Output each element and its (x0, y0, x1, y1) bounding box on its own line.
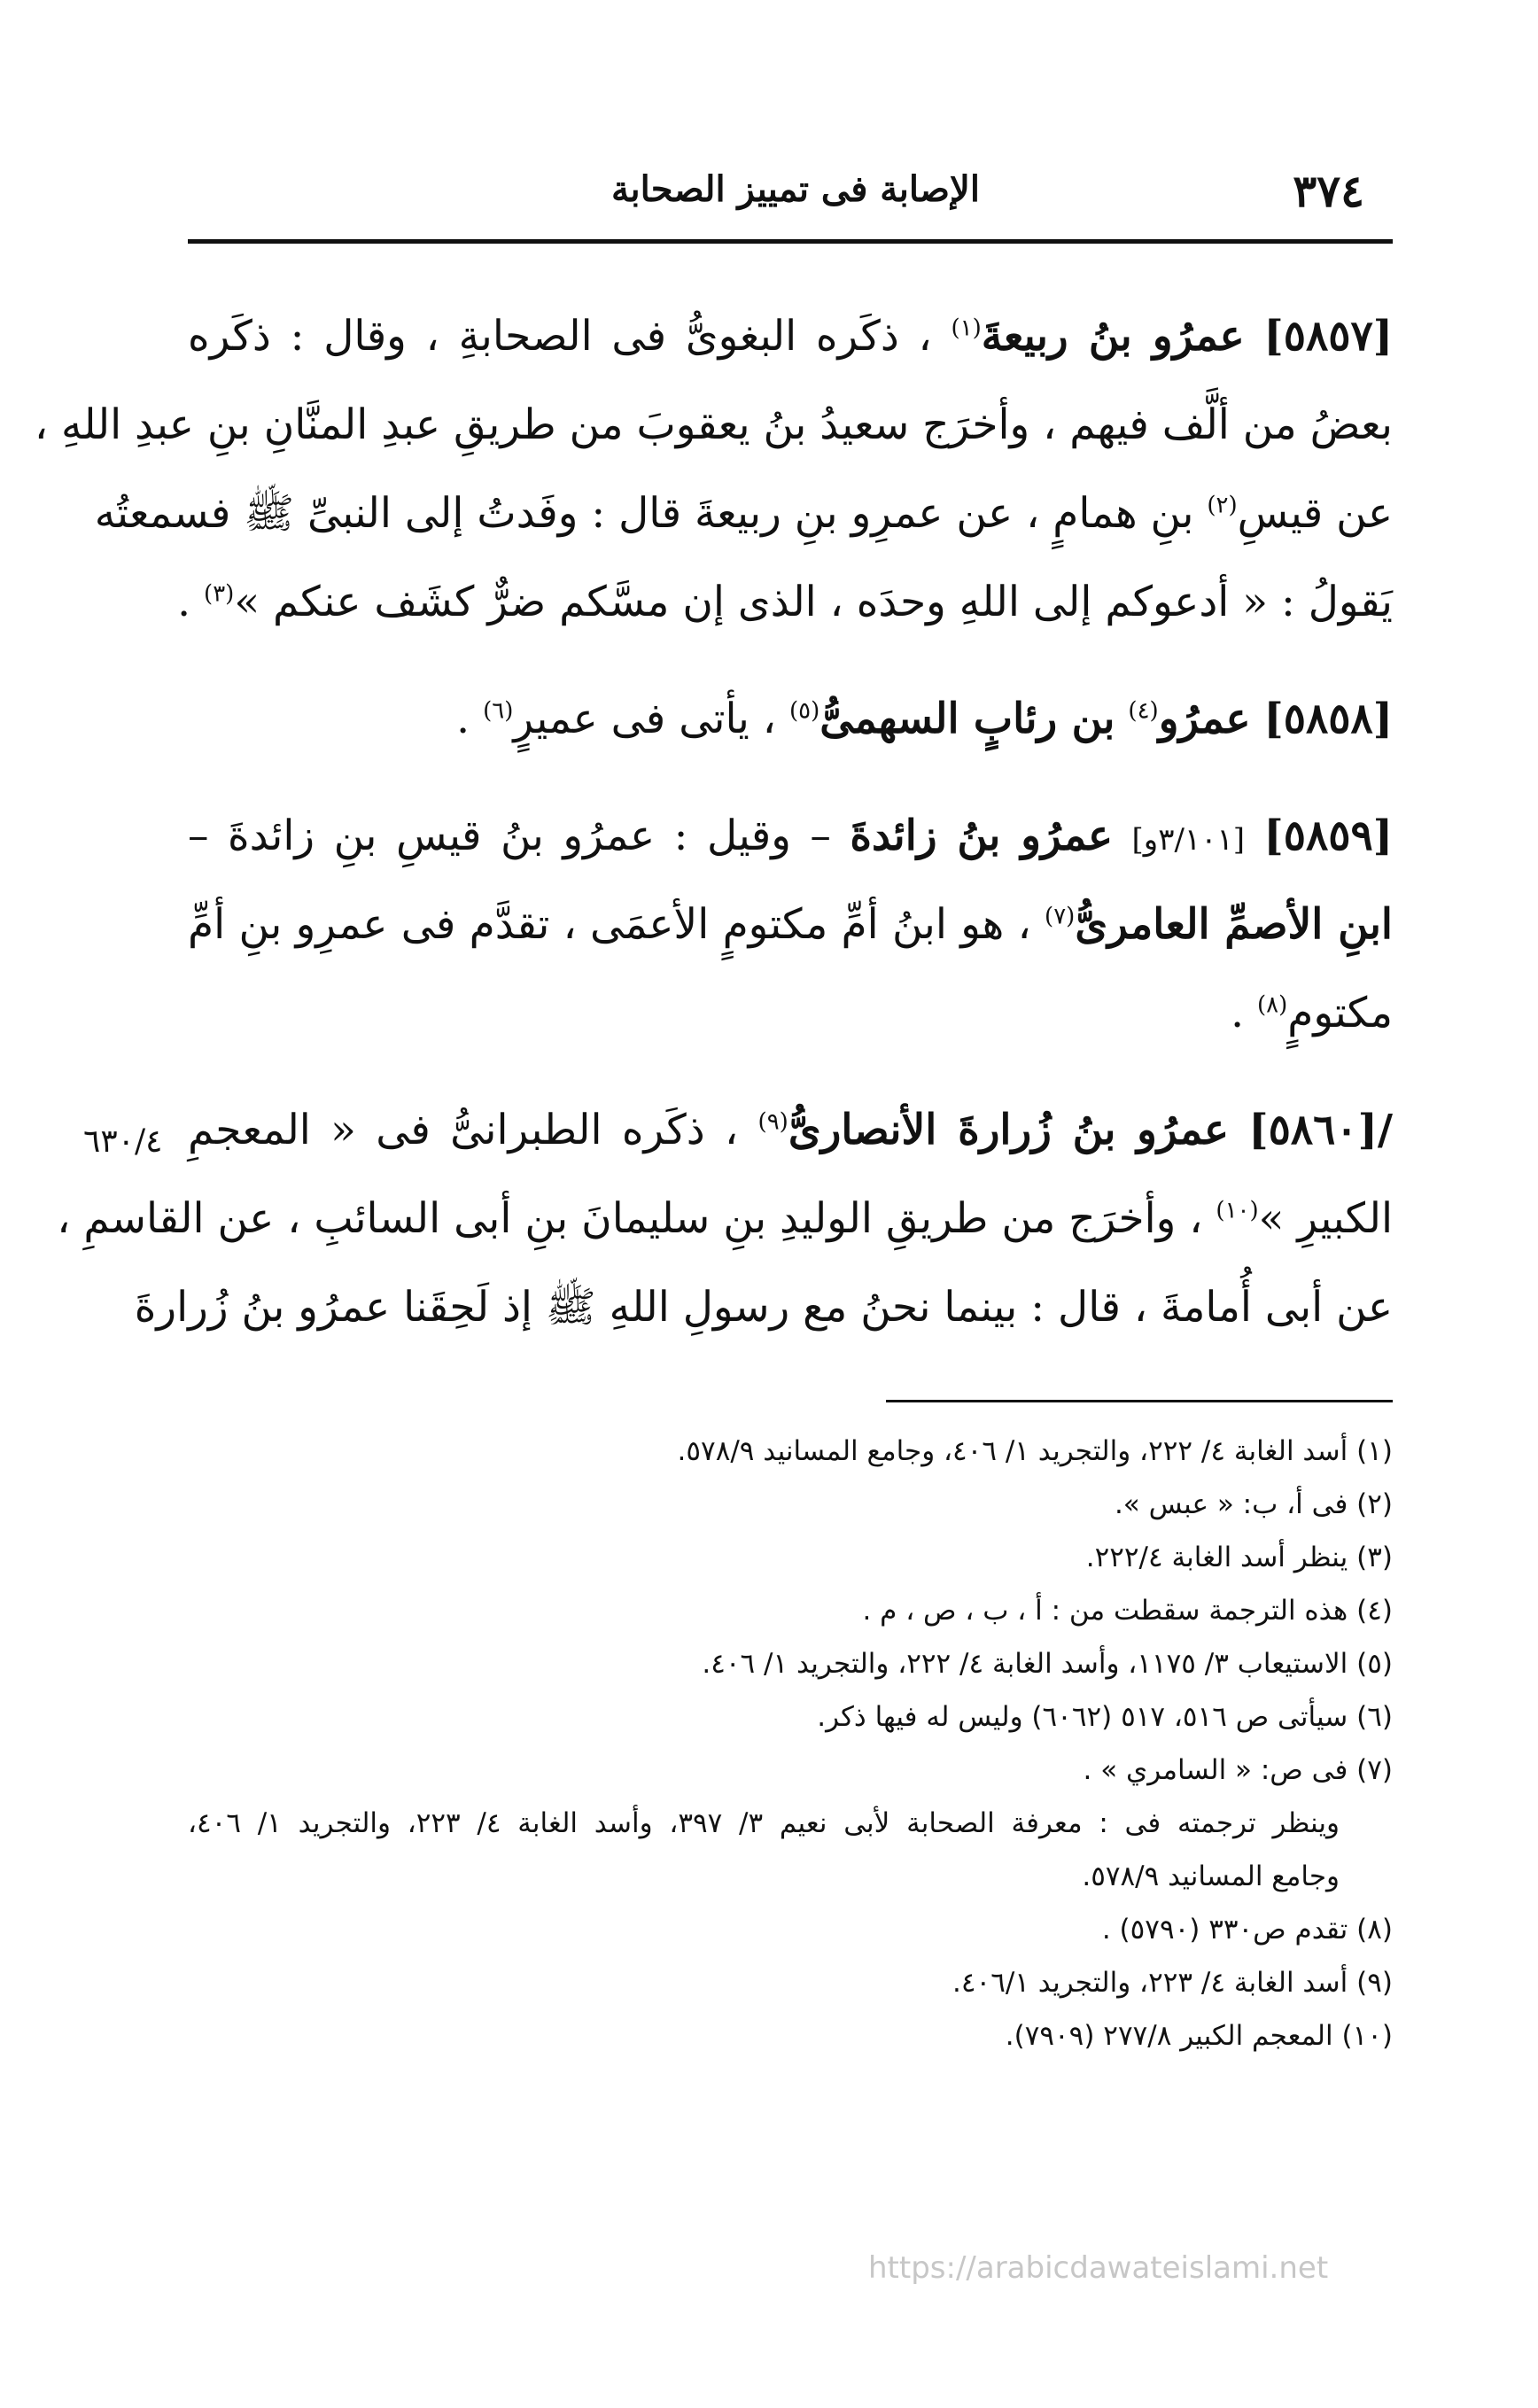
entry-text: الكبيرِ » (1258, 1194, 1393, 1243)
footnote-ref: (١٠) (1216, 1197, 1259, 1224)
entry-5860-line-2 (57, 1175, 1393, 1263)
footnote-rule (886, 1400, 1393, 1402)
entry-text: ، ذكَره البغوىُّ فى الصحابةِ ، وقال : ذكَره (188, 312, 932, 361)
entry-text: مكتومٍ (1287, 989, 1393, 1037)
footnote-7-continued-2: وجامع المسانيد ٥٧٨/٩. (1082, 1860, 1340, 1892)
entry-5857-line-3 (94, 470, 1393, 558)
entry-text: . (456, 695, 470, 743)
footnote-6: (٦) سيأتى ص ٥١٦، ٥١٧ (٦٠٦٢) وليس له فيها ذكر. (817, 1701, 1393, 1733)
entry-text: . (1231, 989, 1245, 1037)
page-number: ٣٧٤ (1293, 165, 1364, 217)
footnote-9: (٩) أسد الغابة ٤/ ٢٢٣، والتجريد ٤٠٦/١. (952, 1967, 1393, 1999)
entry-name: عمرُو بنُ ربيعةَ (981, 312, 1245, 361)
entry-5857-line-4 (177, 558, 1393, 647)
footnote-8: (٨) تقدم ص٣٣٠ (٥٧٩٠) . (1101, 1914, 1393, 1946)
manuscript-ref: [٣/١٠١و] (1131, 822, 1245, 858)
footnote-ref: (٨) (1257, 991, 1288, 1019)
entry-text: ، يأتى فى عميرٍ (513, 695, 776, 743)
entry-5858-line-1 (188, 675, 1393, 764)
footnote-2: (٢) فى أ، ب: « عبس ». (1114, 1488, 1393, 1520)
footnote-ref: (٣) (204, 580, 235, 608)
footnote-5: (٥) الاستيعاب ٣/ ١١٧٥، وأسد الغابة ٤/ ٢٢٢، والتجريد ١/ ٤٠٦. (702, 1648, 1393, 1680)
entry-text: عن قيسِ (1237, 489, 1393, 538)
entry-text: يَقولُ : « أدعوكم إلى اللهِ وحدَه ، الذى إن مسَّكم ضرٌّ كشَف عنكم » (234, 578, 1393, 626)
margin-page-reference: ٦٣٠/٤ (83, 1123, 163, 1160)
entry-number: [٥٨٥٧] (1263, 312, 1393, 361)
entry-5857-line-1 (188, 292, 1393, 381)
footnote-3: (٣) ينظر أسد الغابة ٢٢٢/٤. (1085, 1542, 1393, 1573)
footnote-ref: (٦) (483, 697, 514, 725)
footnotes (188, 1425, 1393, 2062)
entry-name: عمرُو بنُ زُرارةَ الأنصارىُّ (788, 1106, 1230, 1154)
entry-text: . (177, 578, 191, 626)
footnote-7: (٧) فى ص: « السامري » . (1083, 1754, 1393, 1786)
footnote-ref: (٢) (1207, 492, 1238, 519)
footnote-ref: (٥) (788, 697, 820, 725)
entry-5860-line-3: عن أبى أُمامةَ ، قال : بينما نحنُ مع رسولِ اللهِ ﷺ إذ لَحِقَنا عمرُو بنُ زُرارةَ (134, 1283, 1393, 1332)
entry-5859-line-2 (188, 881, 1393, 969)
footnote-ref: (٩) (757, 1108, 788, 1136)
header-rule (188, 239, 1393, 244)
entry-number: [٥٨٥٩] (1263, 812, 1393, 860)
footnote-7-continued: وينظر ترجمته فى : معرفة الصحابة لأبى نعيم ٣/ ٣٩٧، وأسد الغابة ٤/ ٢٢٣، والتجريد ١/ ٤٠٦، (188, 1807, 1340, 1839)
entry-text: ، هو ابنُ أمِّ مكتومٍ الأعمَى ، تقدَّم فى عمرِو بنِ أمِّ (188, 900, 1031, 949)
entry-5859-line-1 (188, 792, 1393, 881)
entry-text: ، ذكَره الطبرانىُّ فى « المعجمِ (188, 1106, 739, 1154)
footnote-1: (١) أسد الغابة ٤/ ٢٢٢، والتجريد ١/ ٤٠٦، وجامع المسانيد ٥٧٨/٩. (677, 1435, 1393, 1467)
footnote-4: (٤) هذه الترجمة سقطت من : أ ، ب ، ص ، م . (862, 1595, 1393, 1627)
footnote-ref: (٤) (1128, 697, 1159, 725)
entry-text: – وقيل : عمرُو بنُ قيسِ بنِ زائدةَ – (188, 812, 831, 860)
entry-5860-line-1 (188, 1086, 1393, 1175)
entry-5857-line-2: بعضُ من ألَّف فيهم ، وأخرَج سعيدُ بنُ يعقوبَ من طريقِ عبدِ المنَّانِ بنِ عبدِ اللهِ ، (34, 400, 1393, 449)
entry-name: عمرُو (1158, 695, 1251, 743)
entry-5859-line-3 (188, 969, 1393, 1058)
entry-number: /[٥٨٦٠] (1248, 1106, 1393, 1154)
entry-name: بن رئابٍ السهمىُّ (819, 695, 1115, 743)
book-title: الإصابة فى تمييز الصحابة (611, 168, 980, 210)
entry-name: عمرُو بنُ زائدةَ (850, 812, 1114, 860)
page-header (188, 161, 1393, 232)
watermark: https://arabicdawateislami.net (868, 2250, 1329, 2286)
entry-text: ، وأخرَج من طريقِ الوليدِ بنِ سليمانَ بنِ أبى السائبِ ، عن القاسمِ ، (57, 1194, 1203, 1243)
footnote-10: (١٠) المعجم الكبير ٢٧٧/٨ (٧٩٠٩). (1005, 2020, 1393, 2052)
footnote-ref: (١) (951, 315, 982, 342)
footnote-ref: (٧) (1045, 903, 1076, 930)
entry-number: [٥٨٥٨] (1263, 695, 1393, 743)
entry-text: بنِ همامٍ ، عن عمرِو بنِ ربيعةَ قال : وفَدتُ إلى النبىِّ ﷺ فسمعتُه (94, 489, 1194, 538)
entry-name: ابنِ الأصمِّ العامرىُّ (1075, 900, 1393, 949)
